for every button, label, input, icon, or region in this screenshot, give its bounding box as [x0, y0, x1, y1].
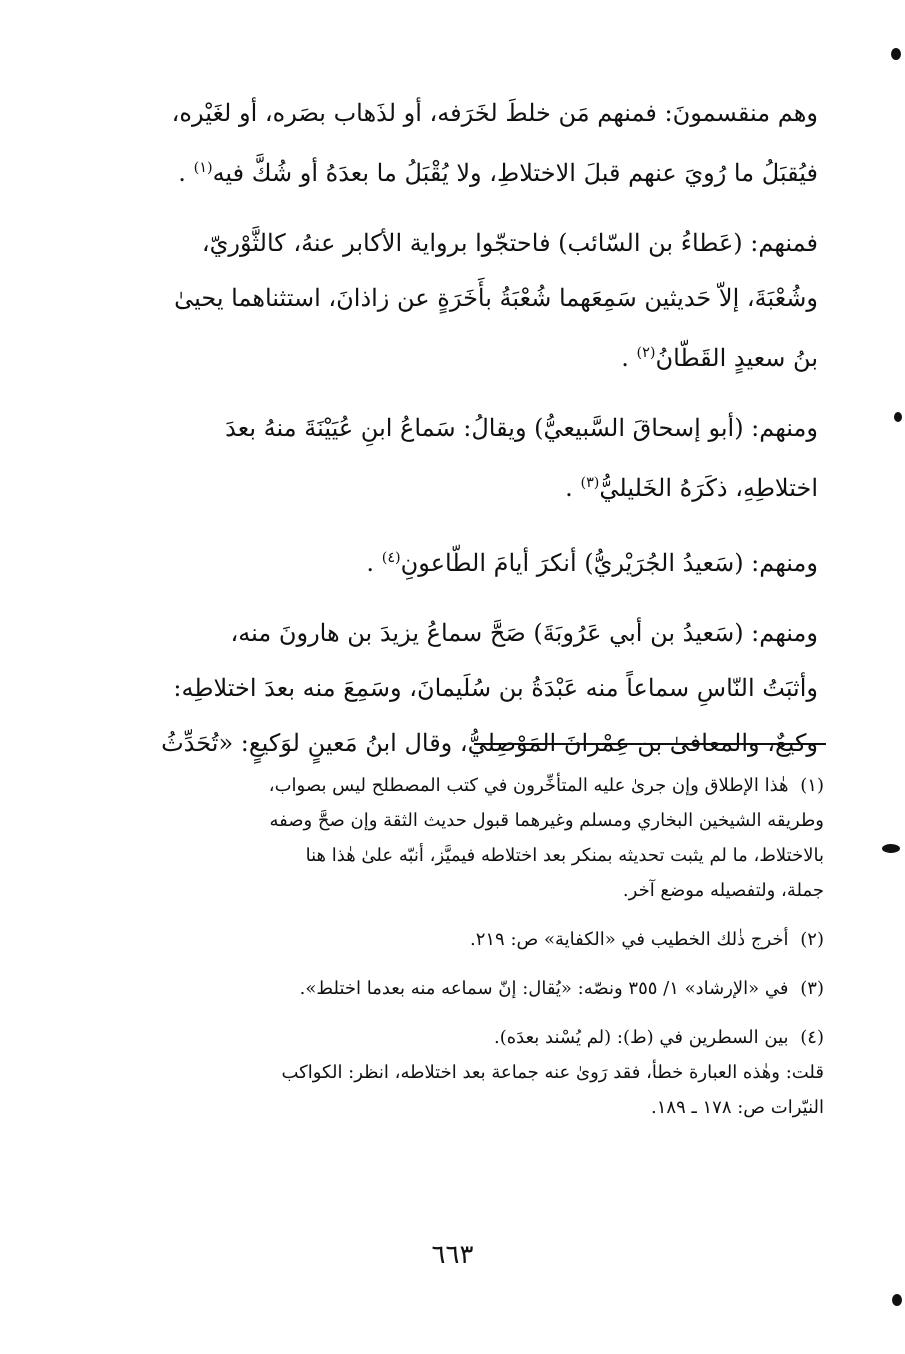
paragraph-line: وكيعٌ، والمعافىٰ بن عِمْرانَ المَوْصِليُّ، وقال ابنُ مَعينٍ لوَكيعٍ: «تُحَدِّثُ: [161, 729, 818, 757]
paragraph-line: فيُقبَلُ ما رُويَ عنهم قبلَ الاختلاطِ، ولا يُقْبَلُ ما بعدَهُ أو شُكَّ فيه: [212, 159, 818, 187]
main-text: [118, 86, 818, 786]
footnote-3: [118, 971, 824, 1006]
footnote-ref: (٤): [381, 550, 401, 566]
footnote-number: (١): [800, 775, 824, 796]
scan-mark: [891, 48, 901, 60]
paragraph-line: .: [621, 344, 629, 372]
paragraph-line: ومنهم: (أبو إسحاقَ السَّبيعيُّ) ويقالُ: سَماعُ ابنِ عُيَيْنَةَ منهُ بعدَ: [225, 414, 818, 442]
paragraph-3: [118, 401, 818, 516]
footnote-separator: [474, 743, 826, 745]
paragraph-line: ومنهم: (سَعيدُ بن أبي عَرُوبَةَ) صَحَّ سماعُ يزيدَ بن هارونَ منه،: [230, 619, 818, 647]
footnote-ref: (١): [193, 160, 213, 176]
footnote-line: بالاختلاط، ما لم يثبت تحديثه بمنكر بعد اختلاطه فيميَّز، أنبّه علىٰ هٰذا هنا: [305, 845, 824, 866]
footnote-ref: (٣): [580, 475, 600, 491]
paragraph-line: اختلاطِهِ، ذكَرَهُ الخَليليُّ: [599, 474, 818, 502]
scan-mark: [894, 412, 902, 422]
scan-mark: [882, 844, 900, 853]
paragraph-line: .: [366, 549, 375, 577]
footnote-text: أخرج ذٰلك الخطيب في «الكفاية» ص: ٢١٩.: [469, 929, 789, 950]
footnote-line: النيّرات ص: ١٧٨ ـ ١٨٩.: [651, 1097, 824, 1118]
footnote-line: وطريقه الشيخين البخاري ومسلم وغيرهما قبول حديث الثقة وإن صحَّ وصفه: [269, 810, 824, 831]
footnote-line: قلت: وهٰذه العبارة خطأ، فقد رَوىٰ عنه جماعة بعد اختلاطه، انظر: الكواكب: [281, 1062, 824, 1083]
paragraph-line: وشُعْبَةَ، إلاّ حَديثين سَمِعَهما شُعْبَةُ بأَخَرَةٍ عن زاذانَ، استثناهما يحيىٰ: [174, 284, 818, 312]
footnotes: [118, 768, 824, 1139]
paragraph-line: .: [565, 474, 573, 502]
footnote-text: هٰذا الإطلاق وإن جرىٰ عليه المتأخِّرون في كتب المصطلح ليس بصواب،: [268, 775, 789, 796]
footnote-4: [118, 1020, 824, 1125]
page-number: ٦٦٣: [431, 1240, 474, 1270]
paragraph-line: .: [178, 159, 186, 187]
footnote-2: [118, 922, 824, 957]
footnote-number: (٢): [800, 929, 824, 950]
footnote-line: جملة، ولتفصيله موضع آخر.: [622, 880, 824, 901]
paragraph-5: [118, 606, 818, 771]
paragraph-line: وهم منقسمونَ: فمنهم مَن خلطَ لخَرَفه، أو لذَهاب بصَره، أو لغَيْره،: [171, 99, 818, 127]
footnote-ref: (٢): [636, 345, 656, 361]
paragraph-line: وأثبَتُ النّاسِ سماعاً منه عَبْدَةُ بن سُلَيمانَ، وسَمِعَ منه بعدَ اختلاطِه:: [173, 674, 818, 702]
paragraph-2: [118, 216, 818, 386]
footnote-1: [118, 768, 824, 908]
paragraph-line: فمنهم: (عَطاءُ بن السّائب) فاحتجّوا برواية الأكابر عنهُ، كالثَّوْريّ،: [201, 229, 818, 257]
footnote-text: بين السطرين في (ط): (لم يُسْند بعدَه).: [493, 1027, 789, 1048]
paragraph-line: بنُ سعيدٍ القَطّانُ: [655, 344, 818, 372]
footnote-text: في «الإرشاد» ١/ ٣٥٥ ونصّه: «يُقال: إنّ سماعه منه بعدما اختلط».: [299, 978, 789, 999]
paragraph-line: ومنهم: (سَعيدُ الجُرَيْريُّ) أنكرَ أيامَ الطّاعونِ: [400, 549, 818, 577]
paragraph-1: [118, 86, 818, 201]
scan-mark: [892, 1294, 902, 1306]
footnote-number: (٣): [800, 978, 824, 999]
paragraph-4: [118, 531, 818, 591]
footnote-number: (٤): [800, 1027, 824, 1048]
